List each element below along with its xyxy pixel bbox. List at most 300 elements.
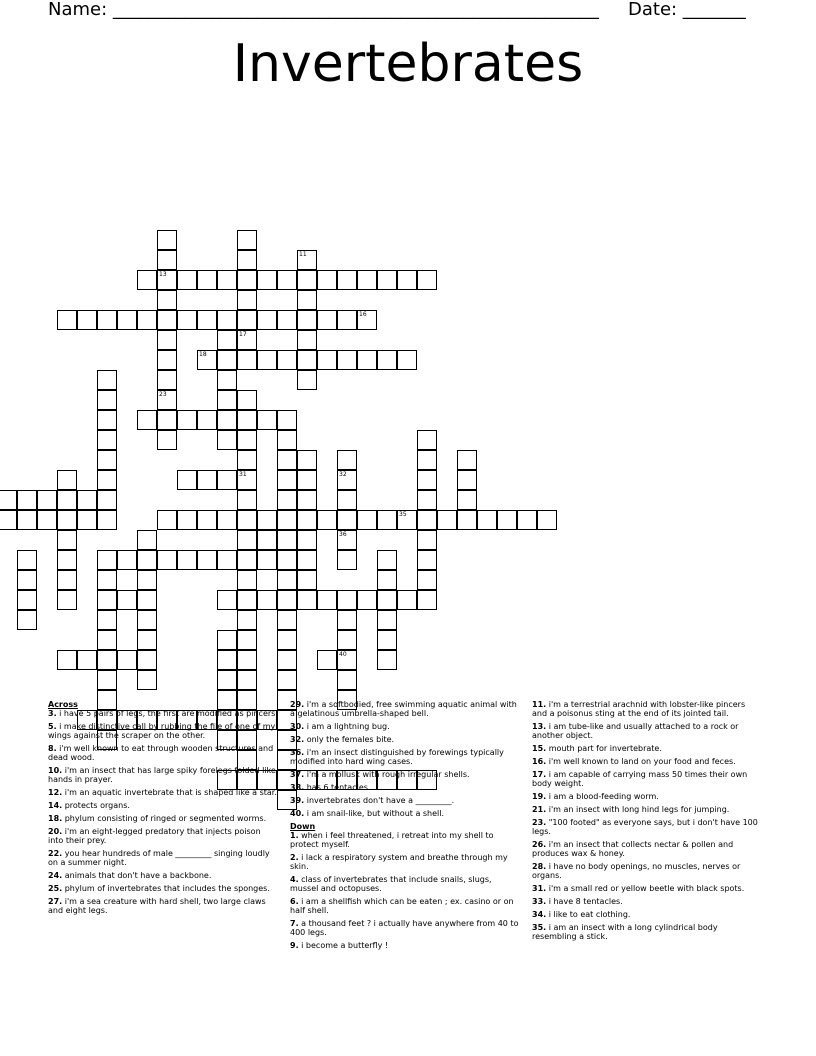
grid-cell[interactable]: [217, 670, 237, 690]
grid-cell[interactable]: [317, 270, 337, 290]
clue-item-text: i have no body openings, no muscles, nerves or organs.: [532, 862, 741, 880]
grid-cell[interactable]: [137, 410, 157, 430]
grid-cell[interactable]: [97, 570, 117, 590]
grid-cell[interactable]: [57, 470, 77, 490]
clue-item-text: i'm an eight-legged predatory that injects poison into their prey.: [48, 827, 261, 845]
grid-cell[interactable]: [57, 490, 77, 510]
grid-cell[interactable]: [317, 510, 337, 530]
grid-cell[interactable]: [217, 430, 237, 450]
clue-number: 17: [239, 331, 247, 338]
grid-cell[interactable]: [97, 670, 117, 690]
grid-cell[interactable]: [417, 530, 437, 550]
grid-cell[interactable]: [97, 390, 117, 410]
grid-cell[interactable]: [277, 530, 297, 550]
grid-cell[interactable]: [17, 610, 37, 630]
grid-cell[interactable]: [97, 590, 117, 610]
grid-cell[interactable]: [57, 650, 77, 670]
grid-cell[interactable]: [237, 350, 257, 370]
clue-item-text: i'm a mollusk with rough irregular shells.: [304, 770, 470, 779]
grid-cell[interactable]: [197, 410, 217, 430]
across-heading: Across: [48, 700, 78, 709]
grid-cell[interactable]: [537, 510, 557, 530]
clue-number: 11: [299, 251, 307, 258]
grid-cell[interactable]: [237, 410, 257, 430]
grid-cell[interactable]: [417, 470, 437, 490]
clue-item: [532, 700, 762, 718]
grid-cell[interactable]: [257, 550, 277, 570]
clue-item-number: 34.: [532, 910, 547, 919]
clue-item-number: 28.: [532, 862, 547, 871]
grid-cell[interactable]: [217, 410, 237, 430]
down-heading: Down: [290, 822, 316, 831]
grid-cell[interactable]: [357, 350, 377, 370]
clue-item-number: 35.: [532, 923, 547, 932]
clue-item-text: mouth part for invertebrate.: [546, 744, 662, 753]
grid-cell[interactable]: [217, 470, 237, 490]
clue-item-text: class of invertebrates that include snails, slugs, mussel and octopuses.: [290, 875, 492, 893]
clue-item-number: 4.: [290, 875, 299, 884]
grid-cell[interactable]: [497, 510, 517, 530]
grid-cell[interactable]: [457, 470, 477, 490]
grid-cell[interactable]: [377, 270, 397, 290]
grid-cell[interactable]: [217, 650, 237, 670]
grid-cell[interactable]: [277, 610, 297, 630]
clue-item: [48, 849, 278, 867]
grid-cell[interactable]: [157, 350, 177, 370]
clue-item-text: i am snail-like, but without a shell.: [304, 809, 445, 818]
grid-cell[interactable]: [357, 310, 377, 330]
grid-cell[interactable]: [297, 330, 317, 350]
grid-cell[interactable]: [57, 550, 77, 570]
grid-cell[interactable]: [297, 570, 317, 590]
grid-cell[interactable]: [97, 450, 117, 470]
grid-cell[interactable]: [337, 670, 357, 690]
grid-cell[interactable]: [157, 390, 177, 410]
grid-cell[interactable]: [337, 350, 357, 370]
grid-cell[interactable]: [37, 490, 57, 510]
grid-cell[interactable]: [17, 570, 37, 590]
grid-cell[interactable]: [137, 530, 157, 550]
grid-cell[interactable]: [257, 310, 277, 330]
grid-cell[interactable]: [297, 550, 317, 570]
grid-cell[interactable]: [297, 350, 317, 370]
grid-cell[interactable]: [237, 590, 257, 610]
grid-cell[interactable]: [217, 590, 237, 610]
grid-cell[interactable]: [177, 470, 197, 490]
grid-cell[interactable]: [337, 310, 357, 330]
grid-cell[interactable]: [197, 350, 217, 370]
grid-cell[interactable]: [137, 650, 157, 670]
grid-cell[interactable]: [237, 550, 257, 570]
grid-cell[interactable]: [157, 510, 177, 530]
clue-item: [48, 722, 278, 740]
clue-item: [48, 766, 278, 784]
grid-cell[interactable]: [237, 270, 257, 290]
clue-item: [290, 831, 520, 849]
clue-item-number: 40.: [290, 809, 305, 818]
clue-column-2: [290, 700, 520, 954]
grid-cell[interactable]: [17, 510, 37, 530]
grid-cell[interactable]: [97, 510, 117, 530]
grid-cell[interactable]: [137, 590, 157, 610]
grid-cell[interactable]: [157, 230, 177, 250]
clue-item-text: i become a butterfly !: [298, 941, 389, 950]
grid-cell[interactable]: [417, 430, 437, 450]
grid-cell[interactable]: [277, 630, 297, 650]
grid-cell[interactable]: [237, 570, 257, 590]
grid-cell[interactable]: [257, 590, 277, 610]
grid-cell[interactable]: [277, 410, 297, 430]
clue-item-number: 15.: [532, 744, 547, 753]
grid-cell[interactable]: [337, 610, 357, 630]
grid-cell[interactable]: [477, 510, 497, 530]
grid-cell[interactable]: [257, 530, 277, 550]
clue-item-text: animals that don't have a backbone.: [62, 871, 212, 880]
grid-cell[interactable]: [97, 310, 117, 330]
grid-cell[interactable]: [217, 270, 237, 290]
grid-cell[interactable]: [297, 270, 317, 290]
clue-item-text: i am a shellfish which can be eaten ; ex. casino or on half shell.: [290, 897, 514, 915]
date-field-label[interactable]: Date: _______: [628, 0, 746, 20]
grid-cell[interactable]: [197, 510, 217, 530]
grid-cell[interactable]: [37, 510, 57, 530]
grid-cell[interactable]: [377, 610, 397, 630]
grid-cell[interactable]: [217, 630, 237, 650]
grid-cell[interactable]: [337, 630, 357, 650]
down-clues-part-1: [290, 831, 520, 950]
grid-cell[interactable]: [277, 590, 297, 610]
grid-cell[interactable]: [157, 330, 177, 350]
grid-cell[interactable]: [277, 670, 297, 690]
grid-cell[interactable]: [337, 510, 357, 530]
grid-cell[interactable]: [337, 470, 357, 490]
down-clues-part-2: [532, 700, 762, 941]
clue-item: [290, 941, 520, 950]
grid-cell[interactable]: [357, 510, 377, 530]
grid-cell[interactable]: [277, 490, 297, 510]
grid-cell[interactable]: [297, 510, 317, 530]
clue-item: [532, 897, 762, 906]
clue-item: [290, 875, 520, 893]
clue-item-number: 22.: [48, 849, 63, 858]
grid-cell[interactable]: [297, 530, 317, 550]
grid-cell[interactable]: [257, 270, 277, 290]
grid-cell[interactable]: [277, 270, 297, 290]
grid-cell[interactable]: [297, 450, 317, 470]
grid-cell[interactable]: [157, 430, 177, 450]
grid-cell[interactable]: [297, 590, 317, 610]
clue-item-number: 38.: [290, 783, 305, 792]
clue-item-text: i'm a sea creature with hard shell, two large claws and eight legs.: [48, 897, 266, 915]
clue-item-text: i'm a small red or yellow beetle with black spots.: [546, 884, 745, 893]
grid-cell[interactable]: [157, 410, 177, 430]
grid-cell[interactable]: [217, 310, 237, 330]
grid-cell[interactable]: [257, 350, 277, 370]
across-clues-part-1: [48, 709, 278, 915]
grid-cell[interactable]: [177, 310, 197, 330]
grid-cell[interactable]: [377, 550, 397, 570]
grid-cell[interactable]: [397, 590, 417, 610]
grid-cell[interactable]: [357, 590, 377, 610]
grid-cell[interactable]: [317, 650, 337, 670]
clue-item-text: when i feel threatened, i retreat into my shell to protect myself.: [290, 831, 494, 849]
clue-item: [48, 814, 278, 823]
grid-cell[interactable]: [417, 490, 437, 510]
clue-item: [532, 862, 762, 880]
grid-cell[interactable]: [457, 450, 477, 470]
grid-cell[interactable]: [97, 630, 117, 650]
clue-item-number: 24.: [48, 871, 63, 880]
grid-cell[interactable]: [417, 590, 437, 610]
clue-item: [532, 818, 762, 836]
clue-item-number: 9.: [290, 941, 299, 950]
grid-cell[interactable]: [0, 510, 17, 530]
grid-cell[interactable]: [197, 310, 217, 330]
grid-cell[interactable]: [437, 510, 457, 530]
grid-cell[interactable]: [377, 510, 397, 530]
grid-cell[interactable]: [237, 290, 257, 310]
grid-cell[interactable]: [377, 650, 397, 670]
grid-cell[interactable]: [217, 550, 237, 570]
grid-cell[interactable]: [357, 270, 377, 290]
grid-cell[interactable]: [237, 610, 257, 630]
clue-item: [48, 801, 278, 810]
grid-cell[interactable]: [277, 510, 297, 530]
grid-cell[interactable]: [377, 630, 397, 650]
grid-cell[interactable]: [97, 650, 117, 670]
clue-item-text: i am tube-like and usually attached to a rock or another object.: [532, 722, 739, 740]
clue-item-number: 11.: [532, 700, 547, 709]
grid-cell[interactable]: [277, 570, 297, 590]
grid-cell[interactable]: [217, 390, 237, 410]
grid-cell[interactable]: [97, 490, 117, 510]
grid-cell[interactable]: [17, 490, 37, 510]
grid-cell[interactable]: [57, 510, 77, 530]
grid-cell[interactable]: [317, 310, 337, 330]
grid-cell[interactable]: [77, 650, 97, 670]
grid-cell[interactable]: [337, 590, 357, 610]
grid-cell[interactable]: [417, 550, 437, 570]
grid-cell[interactable]: [77, 310, 97, 330]
grid-cell[interactable]: [237, 630, 257, 650]
grid-cell[interactable]: [297, 310, 317, 330]
grid-cell[interactable]: [417, 570, 437, 590]
grid-cell[interactable]: [157, 270, 177, 290]
grid-cell[interactable]: [417, 510, 437, 530]
clue-item-number: 1.: [290, 831, 299, 840]
clue-item-number: 21.: [532, 805, 547, 814]
grid-cell[interactable]: [297, 370, 317, 390]
clue-item-text: a thousand feet ? i actually have anywhere from 40 to 400 legs.: [290, 919, 519, 937]
clue-item-text: i'm an insect distinguished by forewings typically modified into hard wing cases.: [290, 748, 504, 766]
grid-cell[interactable]: [317, 590, 337, 610]
grid-cell[interactable]: [257, 510, 277, 530]
grid-cell[interactable]: [237, 530, 257, 550]
grid-cell[interactable]: [137, 550, 157, 570]
name-field-label[interactable]: Name: ______________________________________________________: [48, 0, 599, 20]
clue-number: 13: [159, 271, 167, 278]
grid-cell[interactable]: [217, 510, 237, 530]
grid-cell[interactable]: [217, 350, 237, 370]
grid-cell[interactable]: [217, 330, 237, 350]
grid-cell[interactable]: [177, 410, 197, 430]
clue-item: [290, 700, 520, 718]
grid-cell[interactable]: [137, 570, 157, 590]
grid-cell[interactable]: [137, 610, 157, 630]
grid-cell[interactable]: [337, 530, 357, 550]
grid-cell[interactable]: [57, 570, 77, 590]
grid-cell[interactable]: [177, 550, 197, 570]
grid-cell[interactable]: [237, 670, 257, 690]
grid-cell[interactable]: [237, 470, 257, 490]
clue-item-number: 37.: [290, 770, 305, 779]
grid-cell[interactable]: [197, 270, 217, 290]
grid-cell[interactable]: [237, 450, 257, 470]
grid-cell[interactable]: [117, 590, 137, 610]
grid-cell[interactable]: [57, 310, 77, 330]
grid-cell[interactable]: [397, 270, 417, 290]
grid-cell[interactable]: [17, 550, 37, 570]
grid-cell[interactable]: [317, 350, 337, 370]
clue-item-text: i'm an insect that collects nectar & pollen and produces wax & honey.: [532, 840, 734, 858]
clue-item-text: you hear hundreds of male _________ singing loudly on a summer night.: [48, 849, 270, 867]
grid-cell[interactable]: [237, 510, 257, 530]
clue-item-number: 5.: [48, 722, 57, 731]
clue-item: [290, 897, 520, 915]
grid-cell[interactable]: [277, 350, 297, 370]
grid-cell[interactable]: [237, 330, 257, 350]
grid-cell[interactable]: [77, 490, 97, 510]
grid-cell[interactable]: [237, 310, 257, 330]
clue-item: [532, 910, 762, 919]
grid-cell[interactable]: [337, 450, 357, 470]
clue-number: 23: [159, 391, 167, 398]
grid-cell[interactable]: [397, 510, 417, 530]
grid-cell[interactable]: [377, 570, 397, 590]
clue-item: [48, 827, 278, 845]
clue-item-number: 31.: [532, 884, 547, 893]
clue-item-text: i have 8 tentacles.: [546, 897, 623, 906]
grid-cell[interactable]: [177, 510, 197, 530]
clue-item: [532, 884, 762, 893]
clue-item: [48, 871, 278, 880]
grid-cell[interactable]: [257, 410, 277, 430]
clue-item-number: 29.: [290, 700, 305, 709]
grid-cell[interactable]: [97, 370, 117, 390]
clue-item-number: 26.: [532, 840, 547, 849]
grid-cell[interactable]: [157, 550, 177, 570]
grid-cell[interactable]: [237, 650, 257, 670]
grid-cell[interactable]: [77, 510, 97, 530]
clue-item-number: 33.: [532, 897, 547, 906]
grid-cell[interactable]: [97, 410, 117, 430]
clue-item-text: phylum consisting of ringed or segmented worms.: [62, 814, 267, 823]
grid-cell[interactable]: [157, 310, 177, 330]
grid-cell[interactable]: [197, 550, 217, 570]
clue-list: [48, 700, 778, 1050]
clue-item: [290, 735, 520, 744]
grid-cell[interactable]: [397, 350, 417, 370]
grid-cell[interactable]: [137, 670, 157, 690]
grid-cell[interactable]: [337, 490, 357, 510]
clue-item-number: 10.: [48, 766, 63, 775]
grid-cell[interactable]: [237, 250, 257, 270]
grid-cell[interactable]: [237, 430, 257, 450]
clue-number: 35: [399, 511, 407, 518]
clue-item-text: invertebrates don't have a _________.: [304, 796, 455, 805]
grid-cell[interactable]: [297, 490, 317, 510]
grid-cell[interactable]: [417, 270, 437, 290]
grid-cell[interactable]: [277, 650, 297, 670]
across-clues-part-2: [290, 700, 520, 818]
grid-cell[interactable]: [277, 430, 297, 450]
clue-item: [48, 709, 278, 718]
clue-number: 18: [199, 351, 207, 358]
grid-cell[interactable]: [57, 530, 77, 550]
grid-cell[interactable]: [137, 310, 157, 330]
grid-cell[interactable]: [97, 430, 117, 450]
clue-item: [290, 748, 520, 766]
grid-cell[interactable]: [517, 510, 537, 530]
grid-cell[interactable]: [417, 450, 437, 470]
grid-cell[interactable]: [297, 290, 317, 310]
grid-cell[interactable]: [277, 450, 297, 470]
grid-cell[interactable]: [377, 590, 397, 610]
grid-cell[interactable]: [117, 550, 137, 570]
clue-item-number: 16.: [532, 757, 547, 766]
grid-cell[interactable]: [157, 370, 177, 390]
grid-cell[interactable]: [237, 490, 257, 510]
grid-cell[interactable]: [117, 650, 137, 670]
grid-cell[interactable]: [137, 270, 157, 290]
grid-cell[interactable]: [137, 630, 157, 650]
grid-cell[interactable]: [0, 490, 17, 510]
grid-cell[interactable]: [17, 590, 37, 610]
grid-cell[interactable]: [97, 550, 117, 570]
grid-cell[interactable]: [237, 230, 257, 250]
clue-item-number: 25.: [48, 884, 63, 893]
clue-item: [290, 919, 520, 937]
grid-cell[interactable]: [157, 250, 177, 270]
grid-cell[interactable]: [297, 470, 317, 490]
grid-cell[interactable]: [277, 310, 297, 330]
grid-cell[interactable]: [197, 470, 217, 490]
grid-cell[interactable]: [277, 550, 297, 570]
clue-number: 32: [339, 471, 347, 478]
grid-cell[interactable]: [337, 270, 357, 290]
clue-item-text: "100 footed" as everyone says, but i don't have 100 legs.: [532, 818, 758, 836]
grid-cell[interactable]: [337, 550, 357, 570]
grid-cell[interactable]: [277, 470, 297, 490]
grid-cell[interactable]: [117, 310, 137, 330]
grid-cell[interactable]: [157, 290, 177, 310]
clue-item-number: 13.: [532, 722, 547, 731]
grid-cell[interactable]: [177, 270, 197, 290]
grid-cell[interactable]: [457, 510, 477, 530]
grid-cell[interactable]: [237, 390, 257, 410]
grid-cell[interactable]: [457, 490, 477, 510]
clue-item-text: i am capable of carrying mass 50 times their own body weight.: [532, 770, 748, 788]
clue-item: [290, 722, 520, 731]
grid-cell[interactable]: [337, 650, 357, 670]
grid-cell[interactable]: [97, 610, 117, 630]
clue-item-text: i'm well known to eat through wooden structures and dead wood.: [48, 744, 274, 762]
grid-cell[interactable]: [377, 350, 397, 370]
grid-cell[interactable]: [297, 250, 317, 270]
grid-cell[interactable]: [217, 370, 237, 390]
grid-cell[interactable]: [97, 470, 117, 490]
grid-cell[interactable]: [57, 590, 77, 610]
